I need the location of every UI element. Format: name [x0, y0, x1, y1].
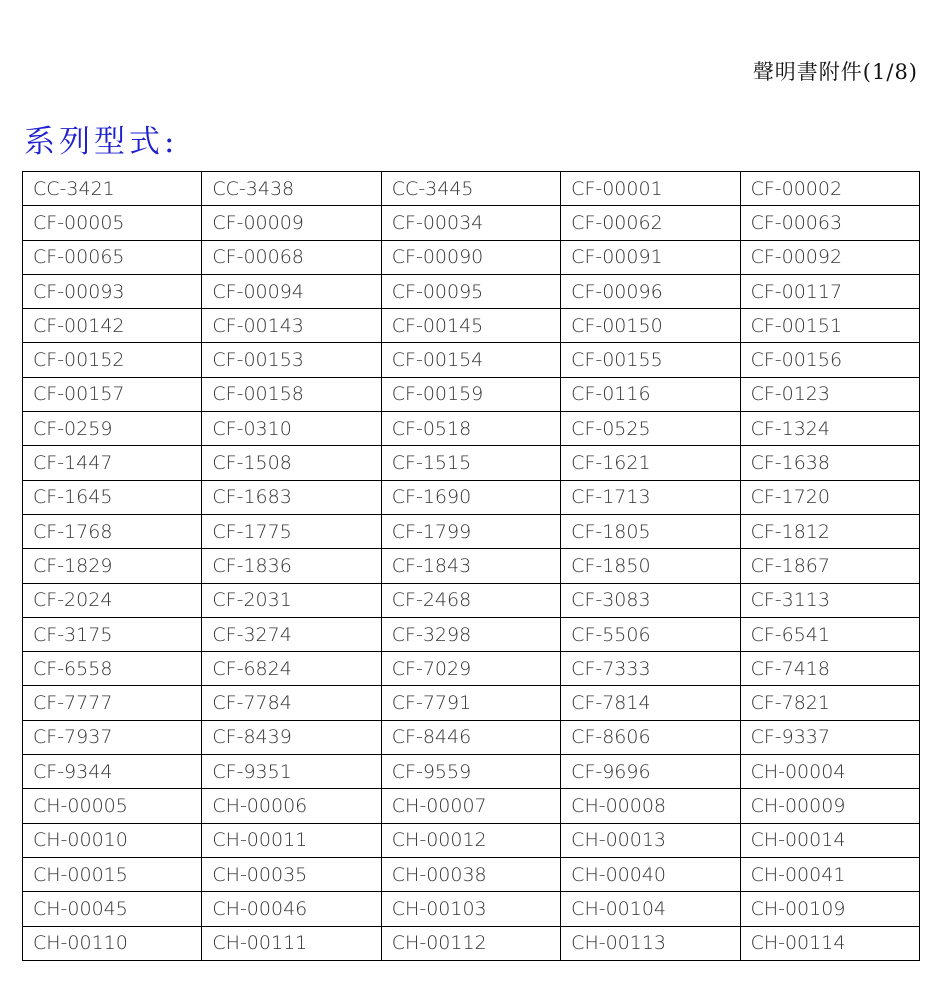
model-cell: CH-00041: [740, 857, 919, 891]
model-cell: CF-00157: [23, 377, 202, 411]
model-cell: CF-7418: [740, 652, 919, 686]
model-cell: CF-0525: [561, 412, 740, 446]
model-cell: CF-0310: [202, 412, 381, 446]
model-cell: CH-00013: [561, 823, 740, 857]
model-cell: CF-00068: [202, 240, 381, 274]
model-cell: CF-00005: [23, 206, 202, 240]
table-row: [23, 309, 920, 343]
model-cell: CF-00096: [561, 274, 740, 308]
model-cell: CF-9351: [202, 755, 381, 789]
model-cell: CF-1799: [381, 514, 560, 548]
model-cell: CF-1621: [561, 446, 740, 480]
model-cell: CF-00150: [561, 309, 740, 343]
model-cell: CF-3298: [381, 617, 560, 651]
model-cell: CF-6558: [23, 652, 202, 686]
model-cell: CF-7029: [381, 652, 560, 686]
model-cell: CH-00104: [561, 892, 740, 926]
model-cell: CH-00035: [202, 857, 381, 891]
model-cell: CF-1713: [561, 480, 740, 514]
table-row: [23, 652, 920, 686]
model-cell: CH-00046: [202, 892, 381, 926]
model-cell: CF-6824: [202, 652, 381, 686]
table-row: [23, 583, 920, 617]
model-cell: CC-3438: [202, 172, 381, 206]
model-cell: CH-00004: [740, 755, 919, 789]
model-cell: CF-1768: [23, 514, 202, 548]
model-cell: CF-00152: [23, 343, 202, 377]
model-cell: CF-1867: [740, 549, 919, 583]
model-cell: CF-1850: [561, 549, 740, 583]
model-cell: CF-1508: [202, 446, 381, 480]
model-cell: CH-00040: [561, 857, 740, 891]
model-cell: CF-8446: [381, 720, 560, 754]
model-cell: CF-0116: [561, 377, 740, 411]
table-row: [23, 617, 920, 651]
model-cell: CH-00113: [561, 926, 740, 960]
table-row: [23, 514, 920, 548]
model-cell: CF-7937: [23, 720, 202, 754]
model-cell: CF-1805: [561, 514, 740, 548]
model-cell: CF-00062: [561, 206, 740, 240]
page-attachment-note: 聲明書附件(1/8): [752, 60, 918, 84]
model-cell: CF-00142: [23, 309, 202, 343]
table-row: [23, 274, 920, 308]
model-table-body: [23, 172, 920, 961]
model-cell: CF-1690: [381, 480, 560, 514]
model-cell: CH-00103: [381, 892, 560, 926]
model-cell: CF-00095: [381, 274, 560, 308]
model-cell: CF-00154: [381, 343, 560, 377]
model-cell: CF-00156: [740, 343, 919, 377]
model-cell: CF-3083: [561, 583, 740, 617]
model-cell: CF-1645: [23, 480, 202, 514]
model-cell: CF-00094: [202, 274, 381, 308]
table-row: [23, 857, 920, 891]
model-cell: CH-00009: [740, 789, 919, 823]
model-cell: CC-3445: [381, 172, 560, 206]
model-cell: CF-7777: [23, 686, 202, 720]
model-cell: CF-9559: [381, 755, 560, 789]
model-cell: CF-00001: [561, 172, 740, 206]
table-row: [23, 720, 920, 754]
table-row: [23, 892, 920, 926]
model-cell: CF-1447: [23, 446, 202, 480]
model-cell: CF-00009: [202, 206, 381, 240]
model-cell: CF-7333: [561, 652, 740, 686]
model-cell: CF-00091: [561, 240, 740, 274]
table-row: [23, 446, 920, 480]
table-row: [23, 377, 920, 411]
model-cell: CC-3421: [23, 172, 202, 206]
model-cell: CF-7784: [202, 686, 381, 720]
model-cell: CH-00011: [202, 823, 381, 857]
model-cell: CF-1829: [23, 549, 202, 583]
model-cell: CH-00008: [561, 789, 740, 823]
model-cell: CF-6541: [740, 617, 919, 651]
model-cell: CF-00093: [23, 274, 202, 308]
model-cell: CH-00038: [381, 857, 560, 891]
model-cell: CF-3274: [202, 617, 381, 651]
model-cell: CF-8606: [561, 720, 740, 754]
model-cell: CF-00117: [740, 274, 919, 308]
model-cell: CF-00159: [381, 377, 560, 411]
model-cell: CH-00012: [381, 823, 560, 857]
model-cell: CF-1683: [202, 480, 381, 514]
model-cell: CH-00015: [23, 857, 202, 891]
model-cell: CH-00109: [740, 892, 919, 926]
model-cell: CF-00155: [561, 343, 740, 377]
model-cell: CF-00002: [740, 172, 919, 206]
model-cell: CF-00065: [23, 240, 202, 274]
model-cell: CH-00114: [740, 926, 919, 960]
model-cell: CF-0123: [740, 377, 919, 411]
section-title: 系列型式:: [24, 124, 179, 160]
model-cell: CF-1720: [740, 480, 919, 514]
model-cell: CH-00006: [202, 789, 381, 823]
model-cell: CF-00090: [381, 240, 560, 274]
model-cell: CF-00092: [740, 240, 919, 274]
model-cell: CF-2468: [381, 583, 560, 617]
model-cell: CF-1324: [740, 412, 919, 446]
model-cell: CF-0518: [381, 412, 560, 446]
table-row: [23, 926, 920, 960]
model-cell: CH-00005: [23, 789, 202, 823]
model-cell: CF-7791: [381, 686, 560, 720]
model-cell: CH-00112: [381, 926, 560, 960]
table-row: [23, 686, 920, 720]
table-row: [23, 549, 920, 583]
model-cell: CH-00007: [381, 789, 560, 823]
model-cell: CF-1775: [202, 514, 381, 548]
model-cell: CF-2024: [23, 583, 202, 617]
table-row: [23, 480, 920, 514]
model-cell: CH-00045: [23, 892, 202, 926]
model-cell: CF-00151: [740, 309, 919, 343]
model-cell: CH-00111: [202, 926, 381, 960]
table-row: [23, 206, 920, 240]
model-cell: CF-00145: [381, 309, 560, 343]
model-cell: CH-00010: [23, 823, 202, 857]
table-row: [23, 343, 920, 377]
model-cell: CH-00110: [23, 926, 202, 960]
model-cell: CF-1638: [740, 446, 919, 480]
model-cell: CF-9344: [23, 755, 202, 789]
model-cell: CF-00034: [381, 206, 560, 240]
model-cell: CF-3113: [740, 583, 919, 617]
table-row: [23, 755, 920, 789]
model-cell: CF-2031: [202, 583, 381, 617]
model-cell: CF-1843: [381, 549, 560, 583]
model-cell: CH-00014: [740, 823, 919, 857]
model-cell: CF-00143: [202, 309, 381, 343]
model-cell: CF-5506: [561, 617, 740, 651]
table-row: [23, 789, 920, 823]
model-cell: CF-1836: [202, 549, 381, 583]
model-cell: CF-7814: [561, 686, 740, 720]
model-cell: CF-0259: [23, 412, 202, 446]
model-series-table: [22, 171, 920, 961]
model-cell: CF-9337: [740, 720, 919, 754]
model-cell: CF-00158: [202, 377, 381, 411]
model-cell: CF-00153: [202, 343, 381, 377]
table-row: [23, 172, 920, 206]
model-cell: CF-3175: [23, 617, 202, 651]
model-cell: CF-8439: [202, 720, 381, 754]
table-row: [23, 412, 920, 446]
model-cell: CF-1515: [381, 446, 560, 480]
model-cell: CF-00063: [740, 206, 919, 240]
model-cell: CF-7821: [740, 686, 919, 720]
table-row: [23, 823, 920, 857]
table-row: [23, 240, 920, 274]
model-cell: CF-9696: [561, 755, 740, 789]
model-cell: CF-1812: [740, 514, 919, 548]
